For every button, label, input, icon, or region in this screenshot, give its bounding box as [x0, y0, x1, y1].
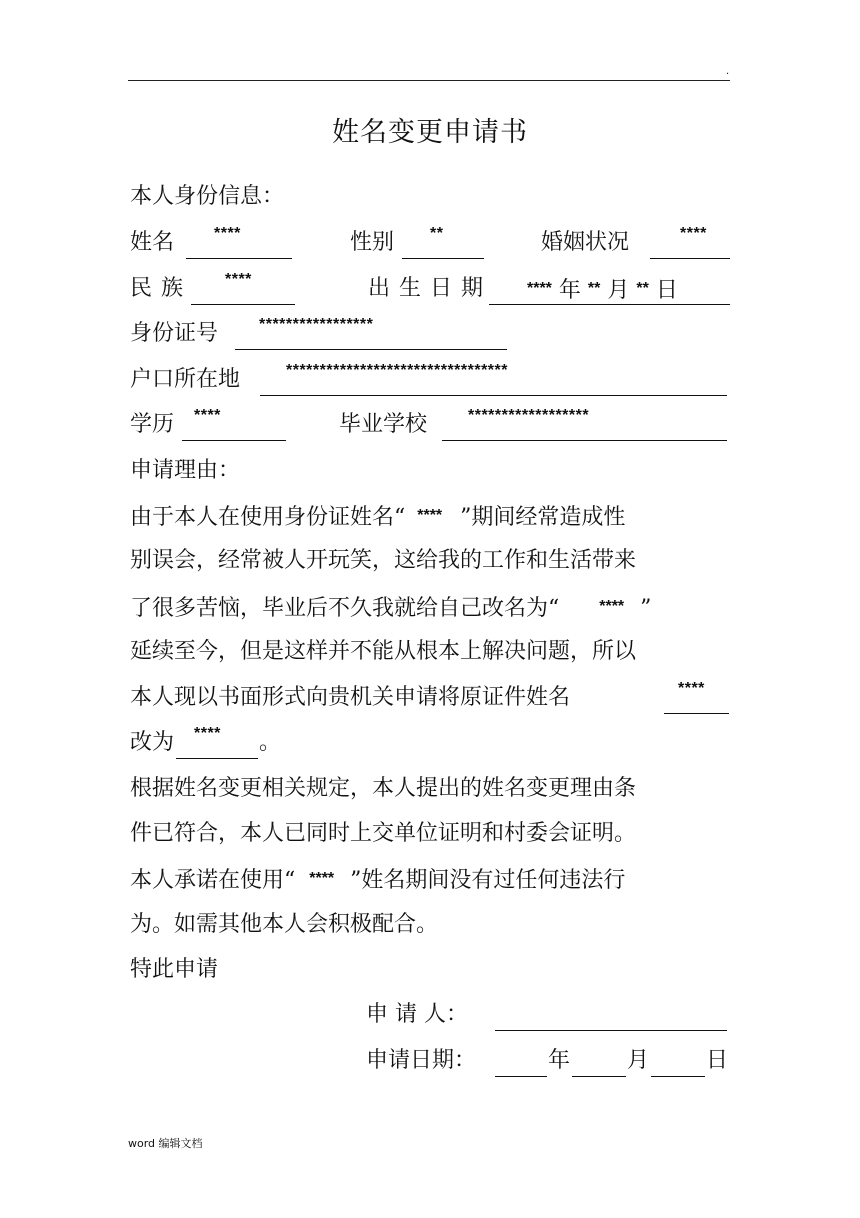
body-line-7: 根据姓名变更相关规定，本人提出的姓名变更理由条 — [130, 776, 637, 801]
closing-line: 特此申请 — [130, 957, 219, 982]
new-name-field[interactable]: **** — [176, 728, 258, 759]
body-line-2: 别误会，经常被人开玩笑，这给我的工作和生活带来 — [130, 548, 637, 573]
body-line-3: 了很多苦恼，毕业后不久我就给自己改名为“ **** ” — [130, 596, 652, 621]
education-field[interactable]: **** — [182, 410, 286, 441]
gender-field[interactable]: ** — [402, 228, 484, 259]
sign-day-field[interactable] — [651, 1046, 705, 1077]
body-line-8: 件已符合，本人已同时上交单位证明和村委会证明。 — [130, 821, 637, 846]
education-label: 学历 — [130, 412, 175, 437]
body-line-5: 本人现以书面形式向贵机关申请将原证件姓名 — [130, 685, 571, 710]
marital-field[interactable]: **** — [650, 228, 730, 259]
gender-label: 性别 — [350, 230, 395, 255]
birth-label: 出生日期 — [368, 276, 493, 301]
body-line-9: 本人承诺在使用“ **** ”姓名期间没有过任何违法行 — [130, 868, 626, 893]
header-rule — [128, 80, 730, 81]
section-reason-heading: 申请理由： — [130, 458, 241, 483]
ethnic-label: 民族 — [130, 276, 193, 301]
sign-year-unit: 年 — [548, 1048, 571, 1073]
section-identity-heading: 本人身份信息： — [130, 184, 285, 209]
school-field[interactable]: ****************** — [442, 410, 727, 441]
footer-text: word 编辑文档 — [128, 1137, 203, 1150]
ethnic-field[interactable]: **** — [191, 274, 295, 305]
body-line-4: 延续至今，但是这样并不能从根本上解决问题，所以 — [130, 639, 637, 664]
header-mark: . — [726, 66, 730, 77]
original-name-field[interactable]: **** — [664, 683, 729, 714]
sign-year-field[interactable] — [495, 1046, 547, 1077]
sign-month-field[interactable] — [572, 1046, 626, 1077]
hukou-label: 户口所在地 — [130, 367, 241, 392]
applicant-signature-field[interactable] — [495, 1000, 727, 1031]
sign-month-unit: 月 — [627, 1048, 650, 1073]
body-line-6-prefix: 改为 — [130, 730, 175, 755]
date-label: 申请日期： — [366, 1048, 477, 1073]
document-title: 姓名变更申请书 — [332, 117, 528, 148]
applicant-label: 申 请 人： — [366, 1002, 468, 1027]
id-number-field[interactable]: ***************** — [235, 319, 507, 350]
body-line-6-suffix: 。 — [259, 730, 282, 755]
marital-label: 婚姻状况 — [541, 230, 630, 255]
hukou-field[interactable]: ********************************* — [260, 365, 727, 396]
body-line-10: 为。如需其他本人会积极配合。 — [130, 912, 439, 937]
name-field[interactable]: **** — [186, 228, 292, 259]
body-line-1: 由于本人在使用身份证姓名“ **** ”期间经常造成性 — [130, 505, 626, 530]
school-label: 毕业学校 — [339, 412, 428, 437]
sign-day-unit: 日 — [706, 1048, 729, 1073]
id-label: 身份证号 — [130, 321, 219, 346]
birth-date-value: **** 年 ** 月 ** 日 — [527, 278, 678, 303]
name-label: 姓名 — [130, 230, 175, 255]
